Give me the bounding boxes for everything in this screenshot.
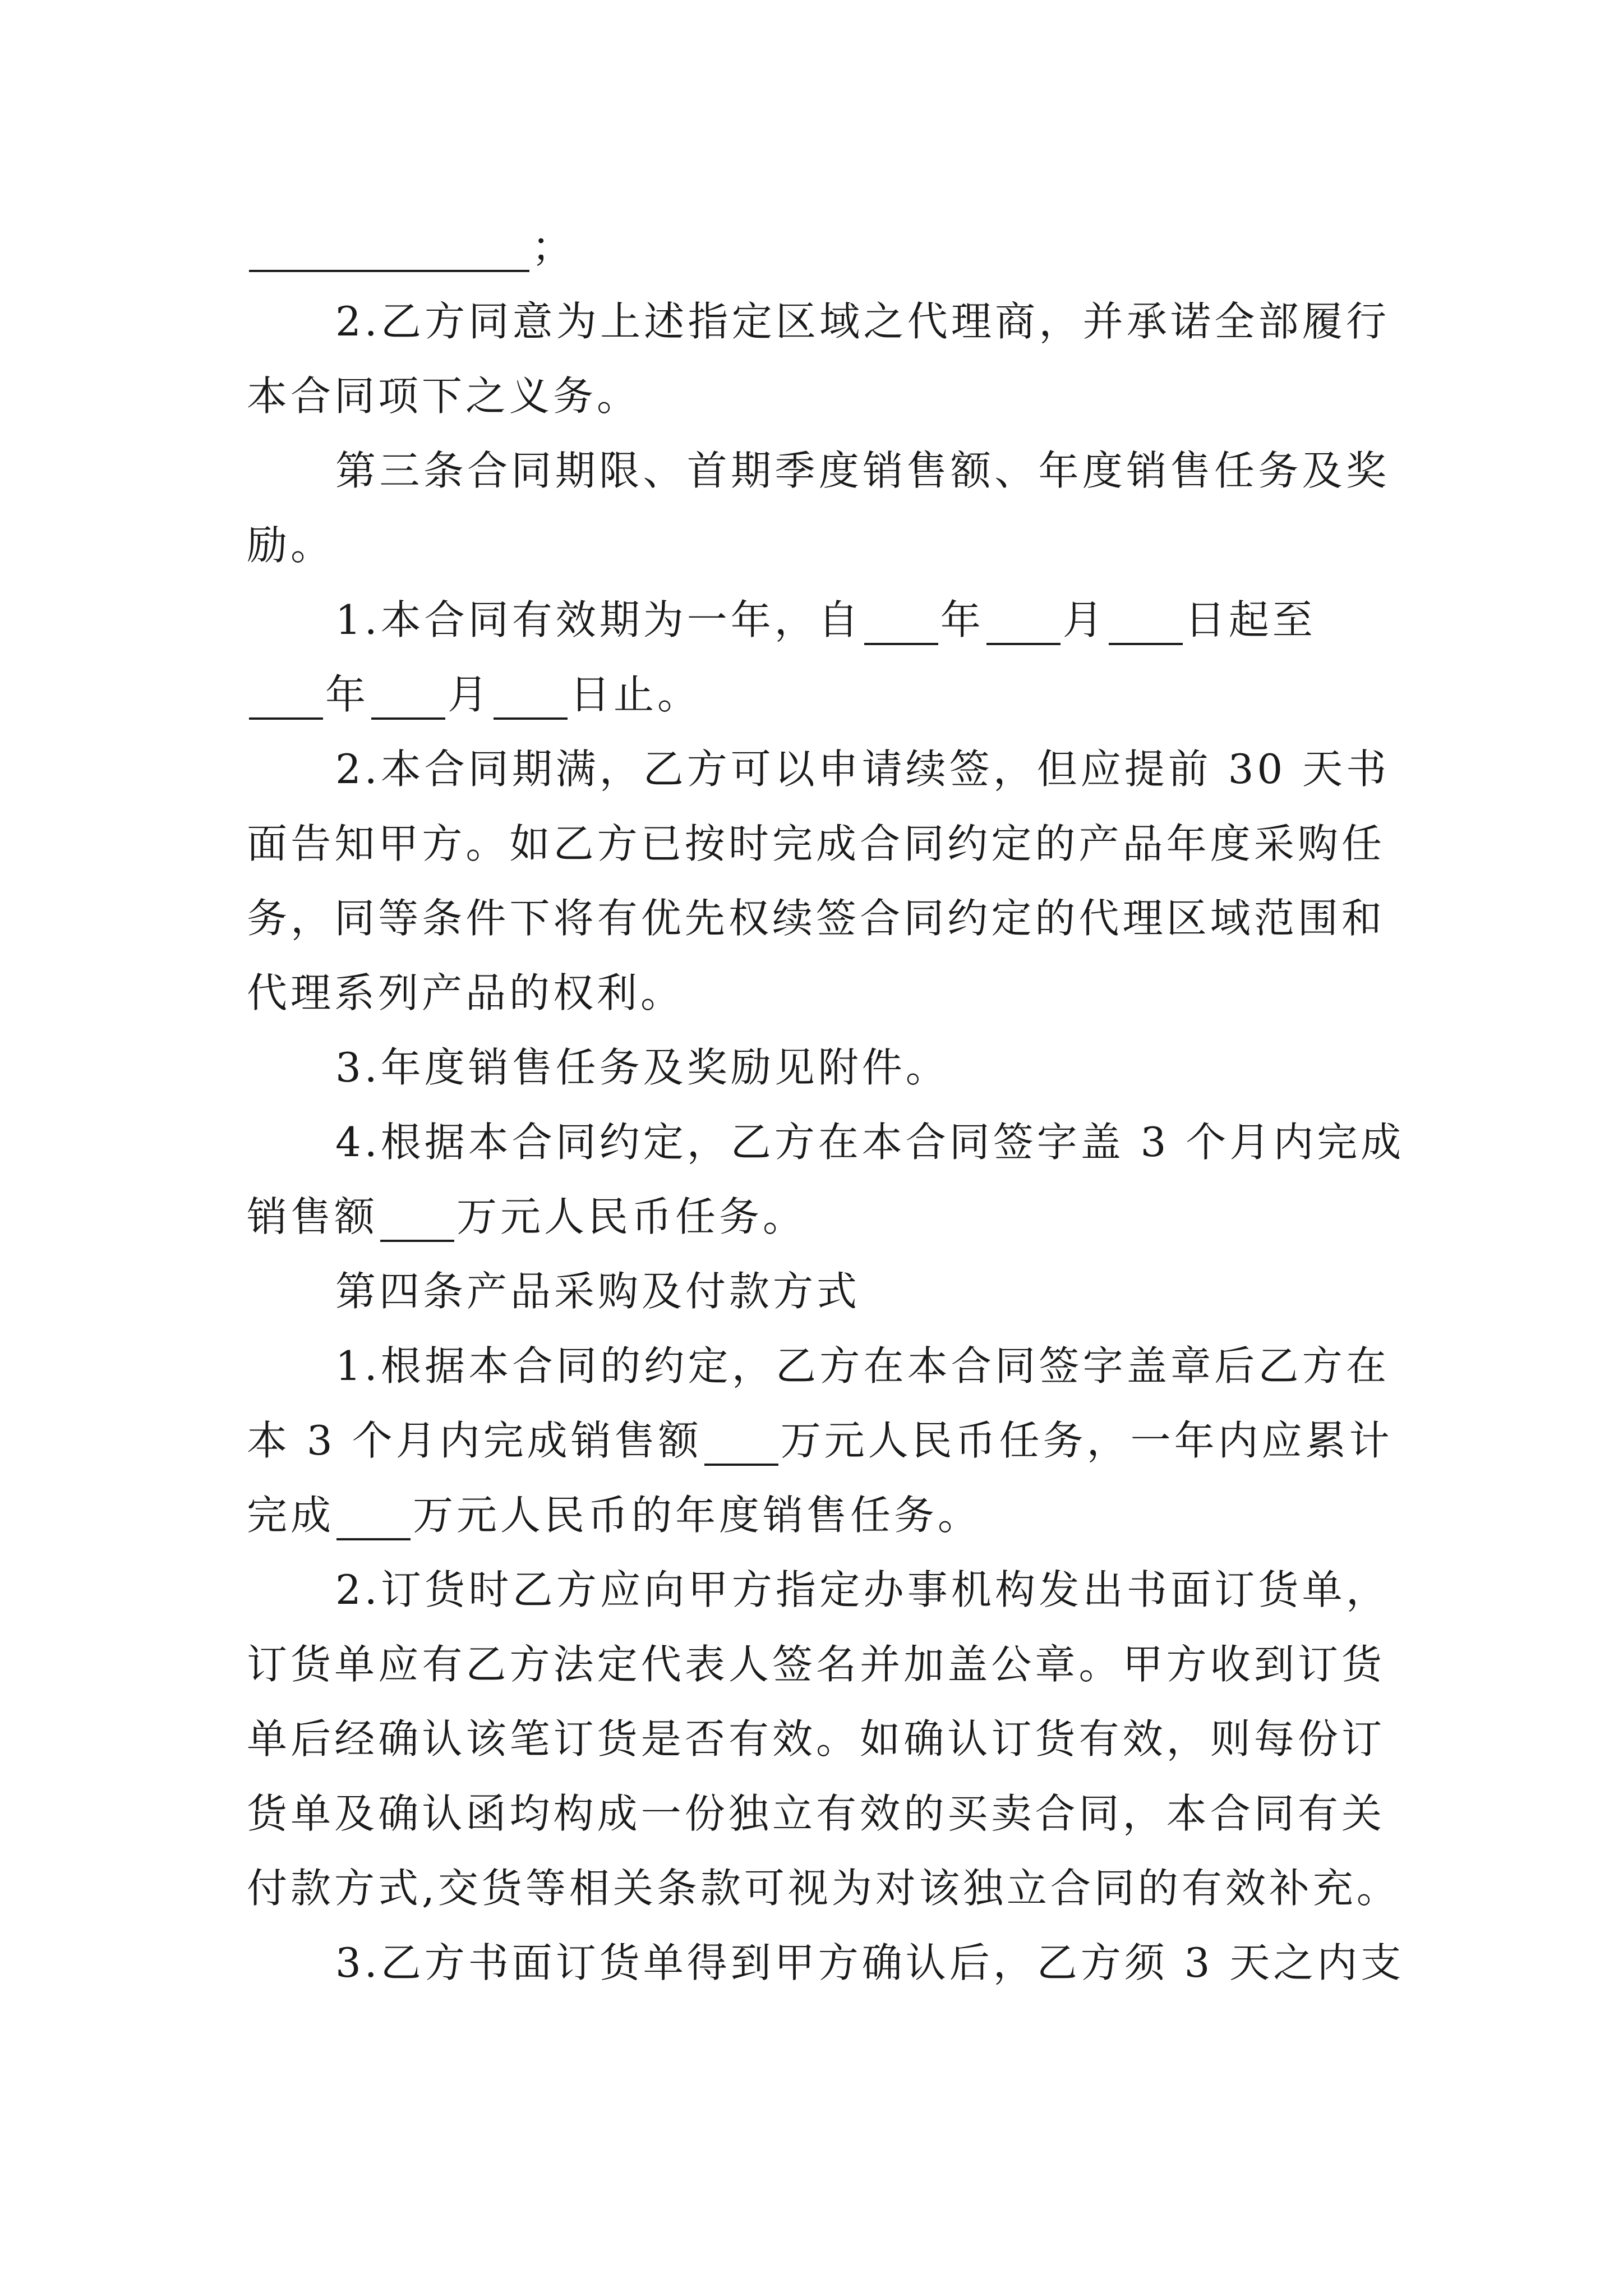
fill-in-blank	[336, 1499, 411, 1540]
text-line	[247, 1415, 1393, 1466]
line-text: 日止。	[570, 671, 702, 718]
text-line: 代理系列产品的权利。	[247, 969, 685, 1016]
line-text: 月	[1062, 596, 1106, 643]
text-line: 付款方式,交货等相关条款可视为对该独立合同的有效补充。	[247, 1865, 1400, 1912]
text-line: 单后经确认该笔订货是否有效。如确认订货有效，则每份订	[247, 1715, 1385, 1763]
line-text: 完成	[247, 1492, 335, 1539]
text-line: 1.根据本合同的约定，乙方在本合同签字盖章后乙方在	[335, 1342, 1390, 1389]
line-text: 年	[940, 596, 984, 643]
text-line	[247, 1191, 1385, 1242]
line-text: 月	[448, 671, 492, 718]
text-line: 2.本合同期满，乙方可以申请续签，但应提前 30 天书	[335, 746, 1390, 793]
section-heading: 第三条合同期限、首期季度销售额、年度销售任务及奖	[335, 447, 1390, 494]
line-text: 万元人民币任务，一年内应累计	[780, 1417, 1393, 1464]
line-text: 1.本合同有效期为一年，自	[335, 596, 862, 643]
text-line	[247, 669, 1385, 720]
text-line: 2.乙方同意为上述指定区域之代理商，并承诺全部履行	[335, 298, 1390, 345]
fill-in-blank	[494, 678, 568, 720]
text-line: 2.订货时乙方应向甲方指定办事机构发出书面订货单，	[335, 1566, 1390, 1613]
text-line: 本合同项下之义务。	[247, 372, 641, 420]
line-text: 万元人民币的年度销售任务。	[413, 1492, 982, 1539]
fill-in-blank	[864, 604, 938, 645]
text-line	[335, 595, 1390, 645]
text-line: 3.乙方书面订货单得到甲方确认后，乙方须 3 天之内支	[335, 1939, 1405, 1986]
text-line: 货单及确认函均构成一份独立有效的买卖合同，本合同有关	[247, 1790, 1385, 1837]
fill-in-blank	[249, 231, 529, 272]
text-line: 4.根据本合同约定，乙方在本合同签字盖 3 个月内完成	[335, 1119, 1405, 1166]
text-line: 务，同等条件下将有优先权续签合同约定的代理区域范围和	[247, 895, 1385, 942]
line-text: 日起至	[1184, 596, 1316, 643]
fill-in-blank	[986, 604, 1061, 645]
line-text: 本 3 个月内完成销售额	[247, 1417, 702, 1464]
text-line: 3.年度销售任务及奖励见附件。	[335, 1044, 949, 1091]
line-text: 销售额	[247, 1193, 379, 1240]
line-text: 年	[325, 671, 370, 718]
line-text: ；	[532, 223, 576, 270]
text-line: 订货单应有乙方法定代表人签名并加盖公章。甲方收到订货	[247, 1641, 1385, 1688]
fill-in-blank	[371, 678, 445, 720]
fill-in-blank	[380, 1200, 454, 1242]
text-line	[247, 222, 1385, 272]
text-line	[247, 1490, 1385, 1540]
section-heading: 第四条产品采购及付款方式	[335, 1268, 861, 1315]
section-heading: 励。	[247, 522, 335, 569]
text-line: 面告知甲方。如乙方已按时完成合同约定的产品年度采购任	[247, 820, 1385, 867]
line-text: 万元人民币任务。	[457, 1193, 807, 1240]
fill-in-blank	[1109, 604, 1183, 645]
fill-in-blank	[704, 1424, 778, 1466]
fill-in-blank	[249, 678, 323, 720]
